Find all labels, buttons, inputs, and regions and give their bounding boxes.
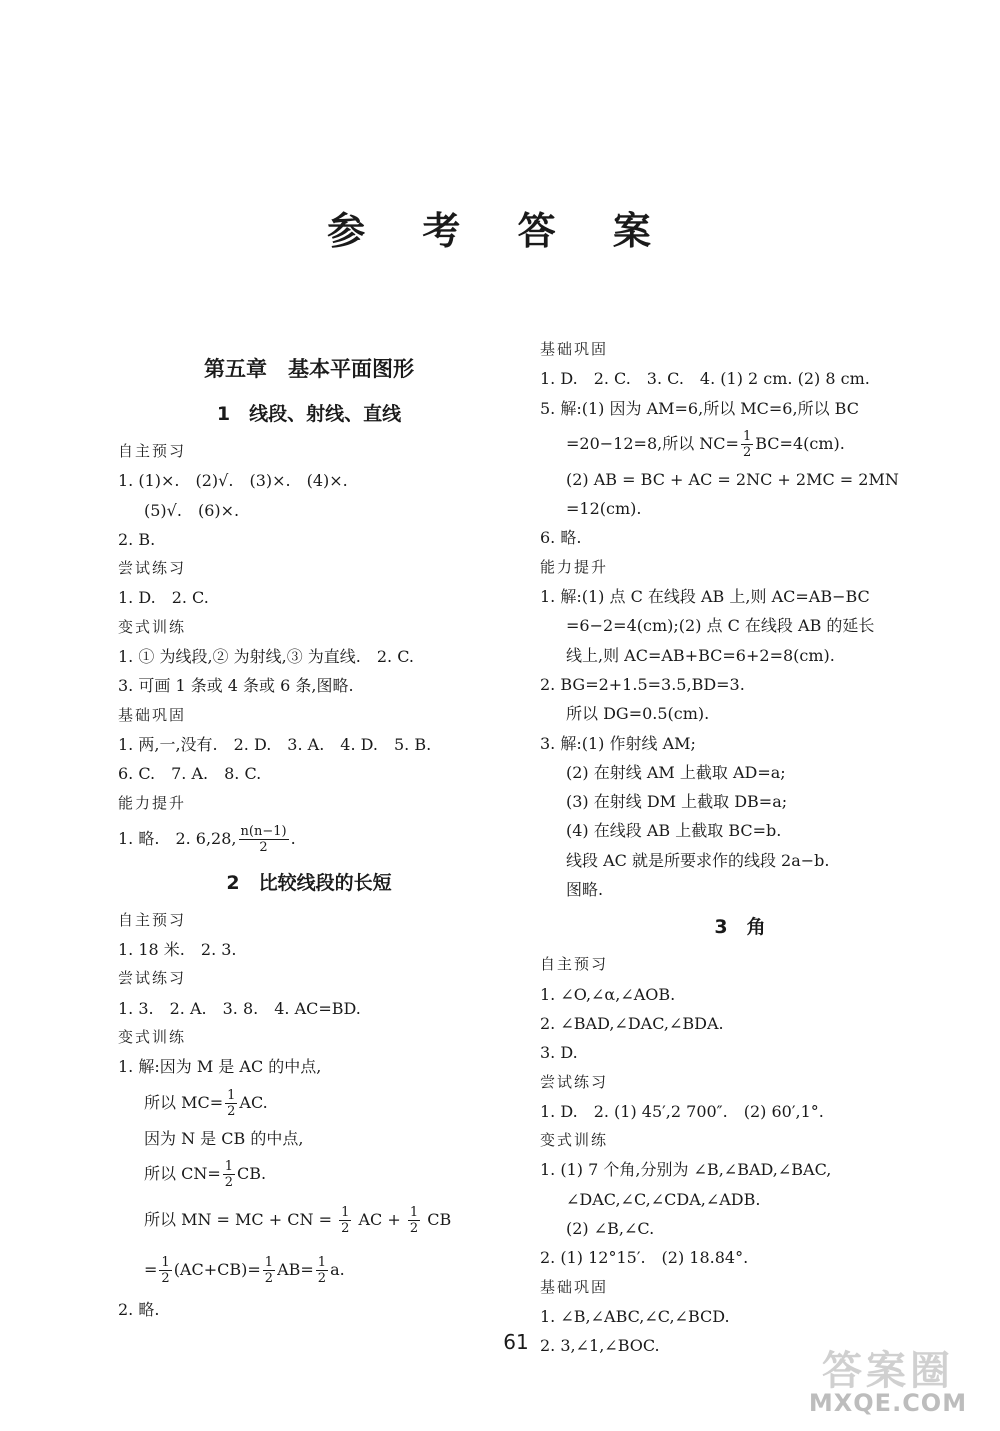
right-column bbox=[540, 335, 940, 1361]
fraction-numerator: 1 bbox=[224, 1158, 234, 1174]
subsection-label: 自主预习 bbox=[540, 955, 609, 974]
section-heading: 3 角 bbox=[714, 916, 766, 939]
subsection-label: 自主预习 bbox=[118, 442, 187, 460]
subsection-label: 尝试练习 bbox=[118, 969, 187, 988]
answer-line bbox=[118, 1153, 500, 1195]
answer-line: 3. 解:(1) 作射线 AM; bbox=[540, 733, 696, 753]
subsection-label: 变式训练 bbox=[118, 1028, 187, 1047]
answer-line: (3) 在射线 DM 上截取 DB=a; bbox=[566, 792, 788, 812]
answer-line: 6. C. 7. A. 8. C. bbox=[118, 764, 262, 784]
answer-line: 1. (1) 7 个角,分别为 ∠B,∠BAD,∠BAC, bbox=[540, 1160, 832, 1180]
answer-line: =12(cm). bbox=[566, 499, 642, 519]
fraction-denominator: 2 bbox=[264, 1270, 274, 1286]
fraction bbox=[159, 1255, 171, 1286]
watermark-logo bbox=[798, 1339, 978, 1417]
answer-line: 6. 略. bbox=[540, 528, 582, 548]
answer-line: 3. D. bbox=[540, 1043, 578, 1063]
subsection-label: 变式训练 bbox=[118, 617, 187, 636]
watermark-url: MXQE.COM bbox=[808, 1389, 968, 1417]
watermark-text: 答案圈 bbox=[822, 1348, 954, 1394]
fraction-denominator: 2 bbox=[742, 444, 752, 460]
text: AB= bbox=[277, 1259, 314, 1279]
fraction bbox=[316, 1255, 328, 1286]
text: 所以 MC= bbox=[144, 1092, 224, 1112]
fraction-numerator: 1 bbox=[409, 1204, 419, 1220]
fraction-denominator: 2 bbox=[224, 1174, 234, 1190]
answer-line: 2. 略. bbox=[118, 1299, 160, 1319]
fraction bbox=[223, 1159, 235, 1190]
text: CB bbox=[422, 1209, 452, 1229]
text: CB. bbox=[237, 1163, 267, 1183]
text: 所以 CN= bbox=[144, 1163, 221, 1183]
answer-line: (2) ∠B,∠C. bbox=[566, 1219, 655, 1239]
fraction-numerator: 1 bbox=[264, 1254, 274, 1270]
answer-line: 所以 DG=0.5(cm). bbox=[566, 704, 710, 724]
fraction-numerator: 1 bbox=[742, 428, 752, 444]
answer-line bbox=[118, 1082, 500, 1124]
fraction bbox=[239, 824, 289, 855]
fraction-numerator: 1 bbox=[317, 1254, 327, 1270]
fraction bbox=[263, 1255, 275, 1286]
answer-line: 2. B. bbox=[118, 529, 156, 549]
answer-line: ∠DAC,∠C,∠CDA,∠ADB. bbox=[566, 1189, 761, 1209]
answer-line: 1. ∠O,∠α,∠AOB. bbox=[540, 984, 676, 1004]
fraction-numerator: 1 bbox=[227, 1087, 236, 1103]
answer-line bbox=[540, 423, 940, 465]
chapter-title: 第五章 基本平面图形 bbox=[204, 357, 414, 381]
text: BC=4(cm). bbox=[755, 433, 845, 453]
text: AC. bbox=[239, 1092, 268, 1112]
answer-line: 1. ∠B,∠ABC,∠C,∠BCD. bbox=[540, 1306, 730, 1326]
answer-line: 线段 AC 就是所要求作的线段 2a−b. bbox=[566, 850, 830, 870]
answer-line bbox=[118, 818, 500, 860]
subsection-label: 自主预习 bbox=[118, 910, 187, 929]
left-column bbox=[118, 345, 500, 1324]
answer-line: 3. 可画 1 条或 4 条或 6 条,图略. bbox=[118, 676, 354, 696]
fraction bbox=[339, 1205, 351, 1236]
text: 1. 略. 2. 6,28, bbox=[118, 828, 237, 848]
text: 所以 MN = MC + CN = bbox=[144, 1209, 338, 1229]
fraction bbox=[741, 429, 753, 460]
text: (AC+CB)= bbox=[173, 1259, 261, 1279]
answer-line: 1. 解:(1) 点 C 在线段 AB 上,则 AC=AB−BC bbox=[540, 587, 870, 607]
fraction-denominator: 2 bbox=[227, 1103, 236, 1119]
fraction-numerator: n(n−1) bbox=[240, 823, 287, 839]
fraction-denominator: 2 bbox=[259, 839, 268, 855]
fraction bbox=[408, 1205, 420, 1236]
answer-line bbox=[118, 1195, 500, 1245]
subsection-label: 能力提升 bbox=[118, 793, 187, 812]
answer-line: 1. 解:因为 M 是 AC 的中点, bbox=[118, 1057, 322, 1077]
text: a. bbox=[330, 1259, 345, 1279]
fraction-numerator: 1 bbox=[341, 1204, 350, 1220]
answer-line: 因为 N 是 CB 的中点, bbox=[144, 1128, 304, 1148]
fraction-numerator: 1 bbox=[161, 1254, 170, 1270]
answer-line bbox=[118, 1245, 500, 1295]
subsection-label: 基础巩固 bbox=[540, 340, 609, 358]
subsection-label: 基础巩固 bbox=[118, 705, 187, 724]
answer-line: (2) 在射线 AM 上截取 AD=a; bbox=[566, 762, 786, 782]
text: =20−12=8,所以 NC= bbox=[566, 433, 739, 453]
answer-line: (5)√. (6)×. bbox=[144, 500, 240, 520]
section-heading: 1 线段、射线、直线 bbox=[216, 403, 402, 425]
answer-line: 2. BG=2+1.5=3.5,BD=3. bbox=[540, 674, 745, 694]
section-heading: 2 比较线段的长短 bbox=[226, 871, 392, 894]
answer-line: 2. ∠BAD,∠DAC,∠BDA. bbox=[540, 1013, 724, 1033]
text: = bbox=[144, 1259, 158, 1279]
answer-line: =6−2=4(cm);(2) 点 C 在线段 AB 的延长 bbox=[566, 616, 875, 636]
answer-line: 图略. bbox=[566, 880, 604, 900]
page-number: 61 bbox=[503, 1330, 529, 1354]
answer-line: 1. ① 为线段,② 为射线,③ 为直线. 2. C. bbox=[118, 647, 414, 667]
fraction bbox=[225, 1088, 237, 1119]
answer-line: 1. D. 2. (1) 45′,2 700″. (2) 60′,1°. bbox=[540, 1101, 824, 1121]
fraction-denominator: 2 bbox=[161, 1270, 170, 1286]
text: AC + bbox=[353, 1209, 406, 1229]
subsection-label: 尝试练习 bbox=[540, 1072, 609, 1091]
subsection-label: 变式训练 bbox=[540, 1131, 609, 1150]
answer-line: 线上,则 AC=AB+BC=6+2=8(cm). bbox=[566, 645, 835, 665]
answer-line: 1. 3. 2. A. 3. 8. 4. AC=BD. bbox=[118, 998, 361, 1018]
fraction-denominator: 2 bbox=[341, 1220, 350, 1236]
subsection-label: 能力提升 bbox=[540, 557, 609, 576]
answer-line: 2. (1) 12°15′. (2) 18.84°. bbox=[540, 1248, 749, 1268]
answer-line: 1. D. 2. C. bbox=[118, 588, 209, 608]
answer-line: (2) AB = BC + AC = 2NC + 2MC = 2MN bbox=[566, 469, 899, 489]
fraction-denominator: 2 bbox=[409, 1220, 419, 1236]
subsection-label: 基础巩固 bbox=[540, 1277, 609, 1296]
answer-line: 1. 两,一,没有. 2. D. 3. A. 4. D. 5. B. bbox=[118, 734, 432, 754]
answer-line: 5. 解:(1) 因为 AM=6,所以 MC=6,所以 BC bbox=[540, 398, 859, 418]
answer-line: (4) 在线段 AB 上截取 BC=b. bbox=[566, 821, 782, 841]
subsection-label: 尝试练习 bbox=[118, 559, 187, 578]
answer-line: 1. (1)×. (2)√. (3)×. (4)×. bbox=[118, 471, 348, 491]
answer-line: 1. D. 2. C. 3. C. 4. (1) 2 cm. (2) 8 cm. bbox=[540, 369, 870, 389]
answer-line: 2. 3,∠1,∠BOC. bbox=[540, 1336, 660, 1356]
fraction-denominator: 2 bbox=[317, 1270, 327, 1286]
page-title: 参 考 答 案 bbox=[327, 209, 673, 253]
answer-line: 1. 18 米. 2. 3. bbox=[118, 940, 237, 960]
text: . bbox=[290, 828, 296, 848]
